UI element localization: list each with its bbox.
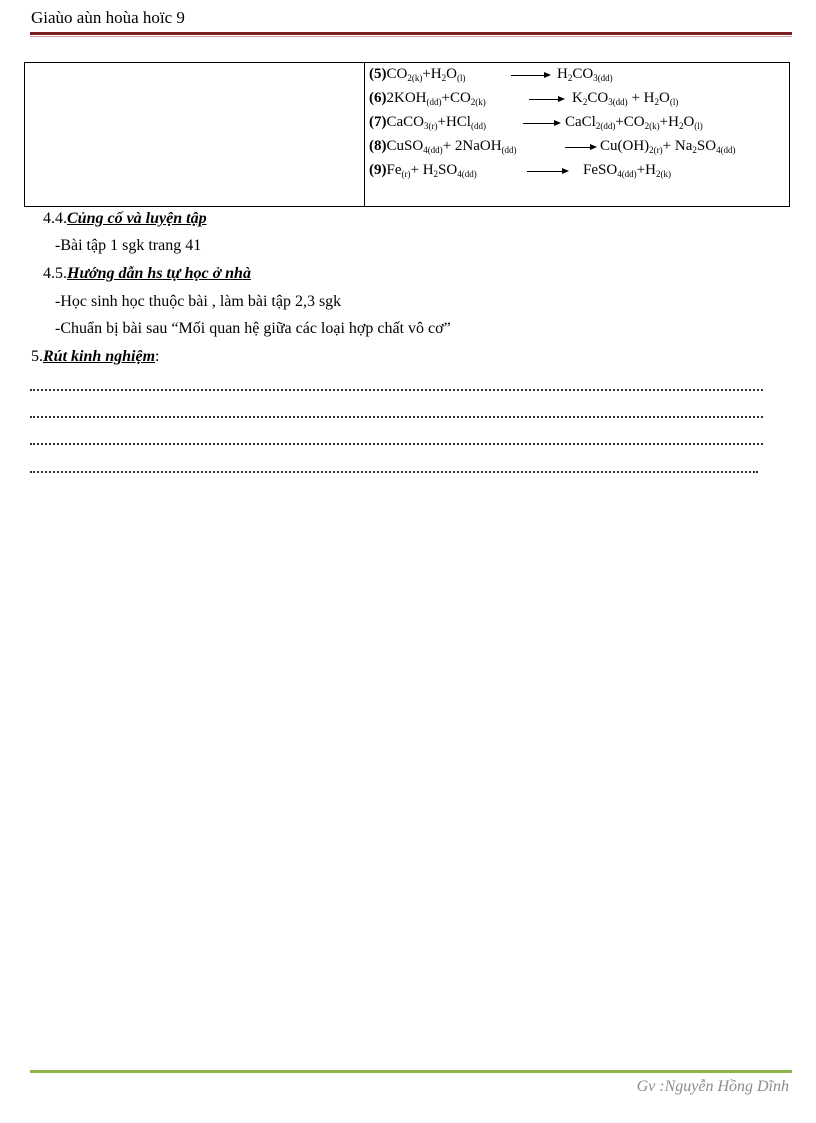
reaction-equation-left: (7)CaCO$_{3(r)}$+HCl$_{(dd)}$ <box>369 114 486 131</box>
notes-dotted-line <box>30 389 763 391</box>
reaction-equation-right: $K_2CO_{3(dd)} + H_2O_{(l)}$ <box>572 90 679 107</box>
reaction-list <box>369 66 789 186</box>
reaction-equation-left: $(5)CO_{2(k)}+H_2O_{(l)}$ <box>369 66 466 83</box>
reaction-arrow <box>523 123 559 124</box>
section-4-4-heading: 4.4.Củng cố và luyện tập <box>43 210 207 227</box>
reaction-9 <box>369 162 789 186</box>
reaction-arrow <box>527 171 567 172</box>
footer-author: Gv :Nguyễn Hồng Dĩnh <box>636 1078 789 1095</box>
notes-dotted-line <box>30 443 763 445</box>
footer-rule <box>30 1070 792 1073</box>
reaction-arrow <box>565 147 595 148</box>
reaction-equation-right: $H_2CO_{3(dd)}$ <box>557 66 613 83</box>
reaction-table-empty-cell <box>25 63 364 206</box>
reaction-6 <box>369 90 789 114</box>
reaction-arrow <box>511 75 549 76</box>
header-rule-thin <box>30 36 792 37</box>
page-header-title: Giaùo aùn hoùa hoïc 9 <box>31 8 185 27</box>
reaction-8 <box>369 138 789 162</box>
section-4-5-item: -Chuẩn bị bài sau “Mối quan hệ giữa các loại hợp chất vô cơ” <box>55 320 451 337</box>
reaction-equation-left: $(6)2KOH_{(dd)}+CO_{2(k)}$ <box>369 90 486 107</box>
reaction-7 <box>369 114 789 138</box>
reaction-equation-left: $(9)Fe_{(r)}+ H_2SO_{4(dd)}$ <box>369 162 477 179</box>
header-rule <box>30 32 792 35</box>
reaction-5 <box>369 66 789 90</box>
section-4-5-item: -Học sinh học thuộc bài , làm bài tập 2,3 sgk <box>55 293 342 310</box>
notes-dotted-line <box>30 416 763 418</box>
section-5-heading: 5.Rút kinh nghiệm: <box>31 348 160 365</box>
reaction-arrow <box>529 99 563 100</box>
reaction-equation-right: $Cu(OH)_{2(r)}+ Na_2SO_{4(dd)}$ <box>600 138 736 155</box>
notes-dotted-line <box>30 471 758 473</box>
section-4-4-item: -Bài tập 1 sgk trang 41 <box>55 237 202 254</box>
reaction-table <box>24 62 790 207</box>
table-column-divider <box>364 63 365 206</box>
reaction-equation-right: $FeSO_{4(dd)}+H_{2(k)}$ <box>583 162 671 179</box>
reaction-equation-right: $CaCl_{2(dd)}+CO_{2(k)}+H_2O_{(l)}$ <box>565 114 703 131</box>
section-4-5-heading: 4.5.Hướng dẫn hs tự học ở nhà <box>43 265 251 282</box>
reaction-equation-left: (8)CuSO$_{4(dd)}$+ 2NaOH$_{(dd)}$ <box>369 138 517 155</box>
